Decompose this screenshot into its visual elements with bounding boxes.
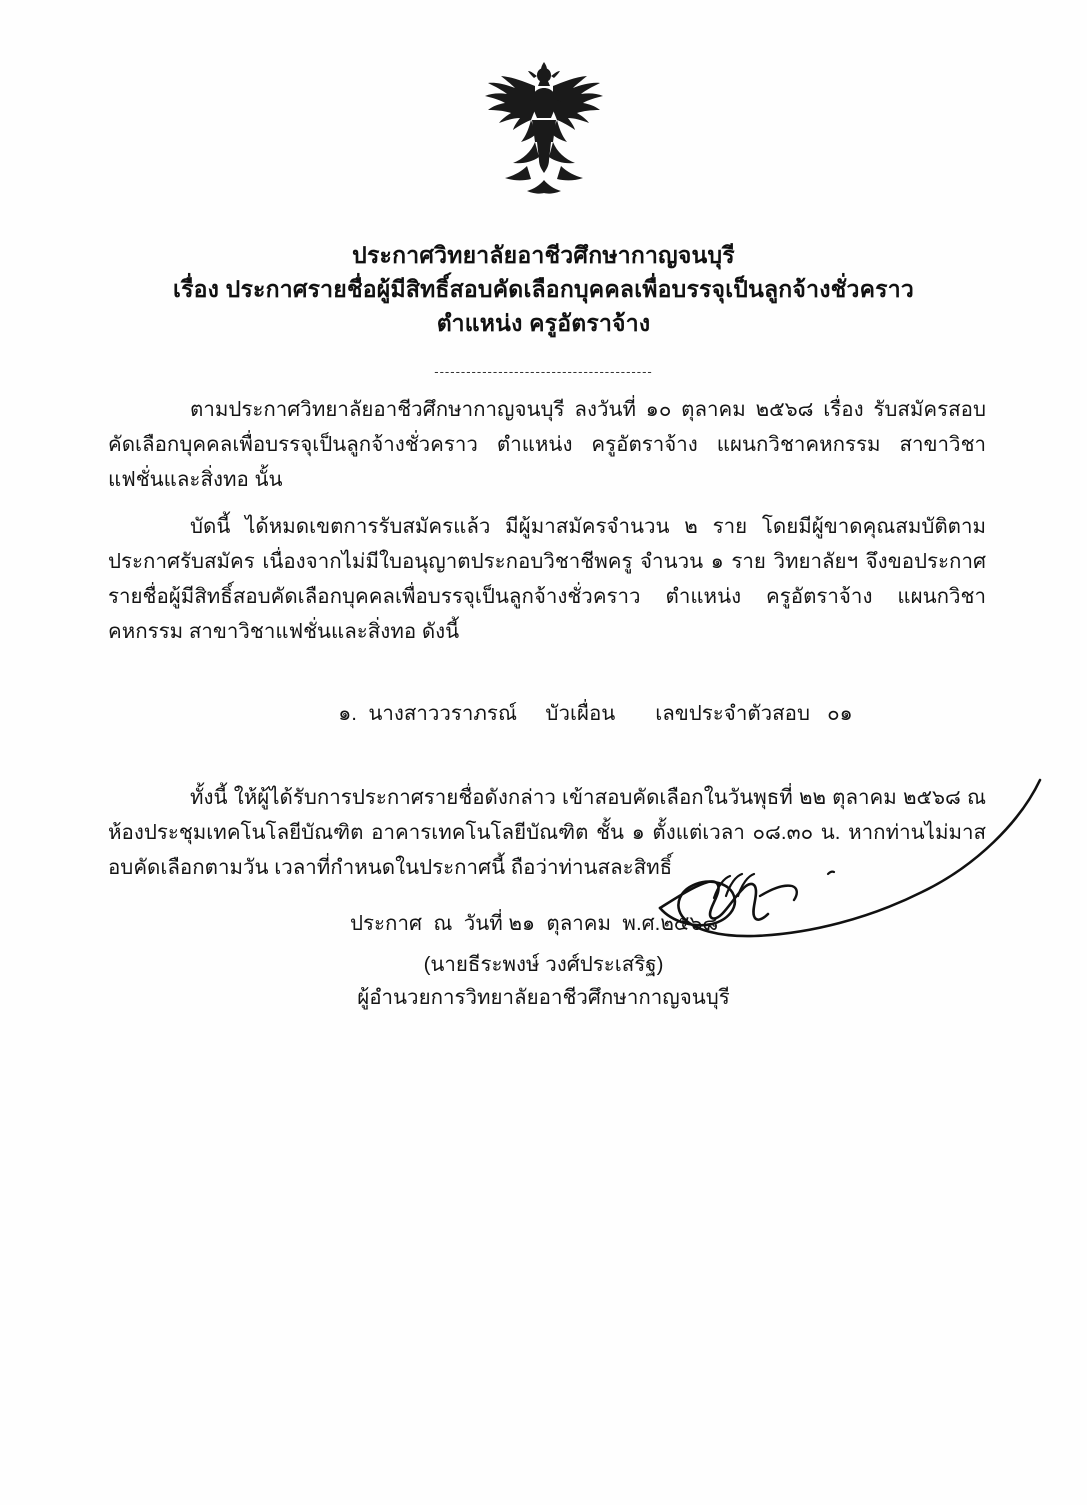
emblem-container <box>0 62 1087 204</box>
candidate-number: ๑. <box>338 702 357 725</box>
candidate-row <box>108 661 986 766</box>
paragraph-3: ทั้งนี้ ให้ผู้ได้รับการประกาศรายชื่อดังกล่าว เข้าสอบคัดเลือกในวันพุธที่ ๒๒ ตุลาคม ๒๕๖๘ ณ ห้องประชุมเทคโนโลยีบัณฑิต อาคารเทคโนโลยีบัณฑิต ชั้น ๑ ตั้งแต่เวลา ๐๘.๓๐ น. หากท่านไม่มาสอบคัดเลือกตามวัน เวลาที่กำหนดในประกาศนี้ ถือว่าท่านสละสิทธิ์ <box>108 786 986 879</box>
heading-line-1: ประกาศวิทยาลัยอาชีวศึกษากาญจนบุรี <box>352 242 735 268</box>
exam-id-label: เลขประจำตัวสอบ <box>655 702 810 725</box>
heading-divider: ----------------------------------------- <box>434 364 653 379</box>
garuda-emblem <box>469 62 619 204</box>
document-body <box>108 392 986 941</box>
heading-line-3: ตำแหน่ง ครูอัตราจ้าง <box>436 310 651 336</box>
paragraph-1: ตามประกาศวิทยาลัยอาชีวศึกษากาญจนบุรี ลงวันที่ ๑๐ ตุลาคม ๒๕๖๘ เรื่อง รับสมัครสอบคัดเลือกบุคคลเพื่อบรรจุเป็นลูกจ้างชั่วคราว ตำแหน่ง ครูอัตราจ้าง แผนกวิชาคหกรรม สาขาวิชาแฟชั่นและสิ่งทอ นั้น <box>108 398 986 491</box>
announce-date: ประกาศ ณ วันที่ ๒๑ ตุลาคม พ.ศ.๒๕๖๘ <box>350 912 719 935</box>
signer-position: ผู้อำนวยการวิทยาลัยอาชีวศึกษากาญจนบุรี <box>357 986 730 1009</box>
document-heading <box>0 238 1087 340</box>
heading-line-2: เรื่อง ประกาศรายชื่อผู้มีสิทธิ์สอบคัดเลือกบุคคลเพื่อบรรจุเป็นลูกจ้างชั่วคราว <box>173 276 914 302</box>
signer-name: (นายธีระพงษ์ วงศ์ประเสริฐ) <box>423 953 664 976</box>
paragraph-2: บัดนี้ ได้หมดเขตการรับสมัครแล้ว มีผู้มาสมัครจำนวน ๒ ราย โดยมีผู้ขาดคุณสมบัติตามประกาศรับสมัคร เนื่องจากไม่มีใบอนุญาตประกอบวิชาชีพครู จำนวน ๑ ราย วิทยาลัยฯ จึงขอประกาศรายชื่อผู้มีสิทธิ์สอบคัดเลือกบุคคลเพื่อบรรจุเป็นลูกจ้างชั่วคราว ตำแหน่ง ครูอัตราจ้าง แผนกวิชาคหกรรม สาขาวิชาแฟชั่นและสิ่งทอ ดังนี้ <box>108 515 986 643</box>
candidate-name: นางสาววราภรณ์ บัวเผื่อน <box>368 702 616 725</box>
exam-id-value: ๐๑ <box>827 702 853 725</box>
signature-block <box>0 948 1087 1014</box>
